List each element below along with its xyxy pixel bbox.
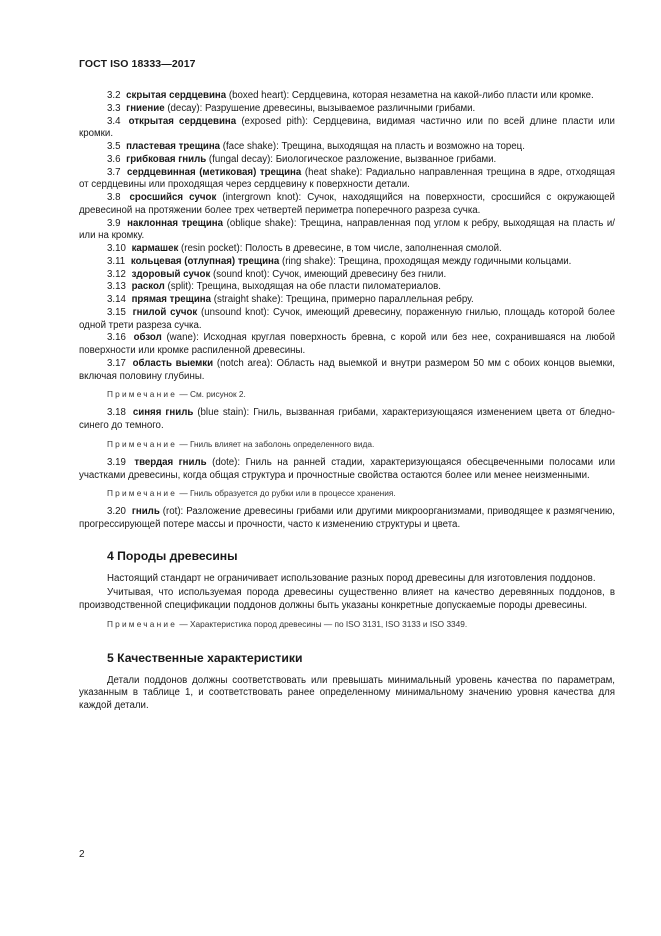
term-3-11: 3.11 кольцевая (отлупная) трещина (ring shake): Трещина, проходящая между годичными кольцами. <box>107 255 572 267</box>
term-title: здоровый сучок <box>131 268 211 280</box>
term-3-6: 3.6 грибковая гниль (fungal decay): Биологическое разложение, вызванное грибами. <box>107 153 497 165</box>
term-definition: (rot): Разложение древесины грибами или другими микроорганизмами, приводящее к размягчению, прогрессирующей потере массы и прочности, часто к изменению структуры и цвета. <box>79 506 615 530</box>
term-definition: (fungal decay): Биологическое разложение, вызванное грибами. <box>208 153 497 165</box>
note-label: Примечание <box>107 618 178 629</box>
term-3-13: 3.13 раскол (split): Трещина, выходящая на обе пласти пиломатериалов. <box>107 281 441 293</box>
note-figure-2: Примечание — См. рисунок 2. <box>107 389 246 400</box>
term-3-9: 3.9 наклонная трещина (oblique shake): Трещина, направленная под углом к ребру, выходящая на пласть и/или на кромку. <box>79 217 615 242</box>
note-wood-species: Примечание — Характеристика пород древесины — по ISO 3131, ISO 3133 и ISO 3349. <box>107 618 468 629</box>
term-title: пластевая трещина <box>126 141 221 152</box>
note-storage: Примечание — Гниль образуется до рубки или в процессе хранения. <box>107 488 396 499</box>
term-title: обзол <box>133 332 162 344</box>
term-title: скрытая сердцевина <box>126 90 227 101</box>
term-title: открытая сердцевина <box>128 115 237 127</box>
term-definition: (oblique shake): Трещина, направленная под углом к ребру, выходящая на пласть и/или на кромку. <box>79 217 615 242</box>
document-id-header: ГОСТ ISO 18333—2017 <box>79 58 196 70</box>
term-3-8: 3.8 сросшийся сучок (intergrown knot): Сучок, находящийся на поверхности, сросшийся с окружающей древесиной на протяжении более трех четвертей периметра поперечного разреза сучка. <box>79 192 615 216</box>
term-3-3: 3.3 гниение (decay): Разрушение древесины, вызываемое различными грибами. <box>107 102 476 114</box>
term-title: прямая трещина <box>131 294 212 305</box>
term-definition: (intergrown knot): Сучок, находящийся на поверхности, сросшийся с окружающей древесиной на протяжении более трех четвертей периметра поперечного разреза сучка. <box>79 192 615 216</box>
term-definition: (face shake): Трещина, выходящая на пласть и возможно на торец. <box>222 141 525 152</box>
term-3-17: 3.17 область выемки (notch area): Область над выемкой и внутри размером 50 мм с обоих концов выемки, включая половину глубины. <box>79 357 615 382</box>
section-5-heading: 5 Качественные характеристики <box>107 650 303 665</box>
term-title: твердая гниль <box>134 456 207 468</box>
term-title: кольцевая (отлупная) трещина <box>130 255 280 267</box>
term-3-5: 3.5 пластевая трещина (face shake): Трещина, выходящая на пласть и возможно на торец. <box>107 141 525 152</box>
term-definition: (boxed heart): Сердцевина, которая незаметна на какой-либо пласти или кромке. <box>228 90 594 101</box>
term-3-7: 3.7 сердцевинная (метиковая) трещина (heat shake): Радиально направленная трещина в ядре, отходящая от сердцевины или проходящая через сердцевину к поверхности детали. <box>79 166 616 191</box>
term-title: гниль <box>131 506 160 518</box>
term-definition: (ring shake): Трещина, проходящая между годичными кольцами. <box>281 255 572 267</box>
term-definition: (decay): Разрушение древесины, вызываемое различными грибами. <box>167 102 476 114</box>
page-number: 2 <box>79 849 85 860</box>
term-3-20: 3.20 гниль (rot): Разложение древесины грибами или другими микроорганизмами, приводящее к размягчению, прогрессирующей потере массы и прочности, часто к изменению структуры и цвета. <box>79 506 615 530</box>
term-3-4: 3.4 открытая сердцевина (exposed pith): Сердцевина, видимая частично или по всей длине пласти или кромки. <box>79 115 615 140</box>
term-3-15: 3.15 гнилой сучок (unsound knot): Сучок, имеющий древесину, пораженную гнилью, площадь которой более одной трети разреза сучка. <box>79 306 615 331</box>
term-definition: (unsound knot): Сучок, имеющий древесину, пораженную гнилью, площадь которой более одной трети разреза сучка. <box>79 306 615 331</box>
section-4-paragraph-2: Учитывая, что используемая порода древесины существенно влияет на качество деревянных поддонов, в производственной спецификации поддонов должны быть указаны конкретные допускаемые породы древесины. <box>79 587 615 611</box>
term-3-12: 3.12 здоровый сучок (sound knot): Сучок, имеющий древесину без гнили. <box>107 268 447 280</box>
term-title: грибковая гниль <box>126 153 207 165</box>
term-definition: (blue stain): Гниль, вызванная грибами, характеризующаяся изменением цвета от бледно-синего до темного. <box>79 407 615 431</box>
term-definition: (split): Трещина, выходящая на обе пласти пиломатериалов. <box>167 281 441 293</box>
note-label: Примечание <box>107 389 178 400</box>
term-title: сердцевинная (метиковая) трещина <box>127 166 302 178</box>
note-sapwood: Примечание — Гниль влияет на заболонь определенного вида. <box>107 438 375 449</box>
term-title: раскол <box>131 281 165 293</box>
term-title: синяя гниль <box>132 407 194 419</box>
document-body <box>79 90 615 713</box>
term-title: гнилой сучок <box>132 306 198 318</box>
term-definition: (dote): Гниль на ранней стадии, характеризующаяся обесцвеченными полосами или участками древесины, когда общая структура и прочностные свойства остаются более или менее неизменными. <box>79 456 615 481</box>
section-4-heading: 4 Породы древесины <box>107 548 238 563</box>
section-4-paragraph-1: Настоящий стандарт не ограничивает использование разных пород древесины для изготовления поддонов. <box>107 572 596 584</box>
term-3-19: 3.19 твердая гниль (dote): Гниль на ранней стадии, характеризующаяся обесцвеченными полосами или участками древесины, когда общая структура и прочностные свойства остаются более или менее неизменными. <box>79 456 615 481</box>
term-title: наклонная трещина <box>127 217 224 229</box>
section-5-paragraph-1: Детали поддонов должны соответствовать или превышать минимальный уровень качества по параметрам, указанным в таблице 1, и соответствовать ранее определенному минимальному значению уровня качества для каждой детали. <box>79 674 615 711</box>
term-definition: (straight shake): Трещина, примерно параллельная ребру. <box>213 294 474 305</box>
note-label: Примечание <box>107 488 178 499</box>
term-definition: (wane): Исходная круглая поверхность бревна, с корой или без нее, сохранившаяся на любой поверхности или кромке распиленной древесины. <box>79 332 615 356</box>
note-label: Примечание <box>107 438 178 449</box>
term-3-10: 3.10 кармашек (resin pocket): Полость в древесине, в том числе, заполненная смолой. <box>107 243 502 254</box>
term-3-18: 3.18 синяя гниль (blue stain): Гниль, вызванная грибами, характеризующаяся изменением цвета от бледно-синего до темного. <box>79 407 615 431</box>
term-definition: (exposed pith): Сердцевина, видимая частично или по всей длине пласти или кромки. <box>79 115 615 140</box>
term-title: сросшийся сучок <box>129 192 217 203</box>
term-title: гниение <box>126 102 165 114</box>
term-title: кармашек <box>131 243 179 254</box>
term-3-16: 3.16 обзол (wane): Исходная круглая поверхность бревна, с корой или без нее, сохранившаяся на любой поверхности или кромке распиленной древесины. <box>79 332 615 356</box>
term-definition: (resin pocket): Полость в древесине, в том числе, заполненная смолой. <box>181 243 502 254</box>
term-3-14: 3.14 прямая трещина (straight shake): Трещина, примерно параллельная ребру. <box>107 294 474 305</box>
term-3-2: 3.2 скрытая сердцевина (boxed heart): Сердцевина, которая незаметна на какой-либо пласти или кромке. <box>107 90 594 101</box>
term-definition: (heat shake): Радиально направленная трещина в ядре, отходящая от сердцевины или проходящая через сердцевину к поверхности детали. <box>79 166 616 191</box>
term-definition: (notch area): Область над выемкой и внутри размером 50 мм с обоих концов выемки, включая половину глубины. <box>79 357 615 382</box>
term-definition: (sound knot): Сучок, имеющий древесину без гнили. <box>213 268 447 280</box>
term-title: область выемки <box>132 357 214 369</box>
